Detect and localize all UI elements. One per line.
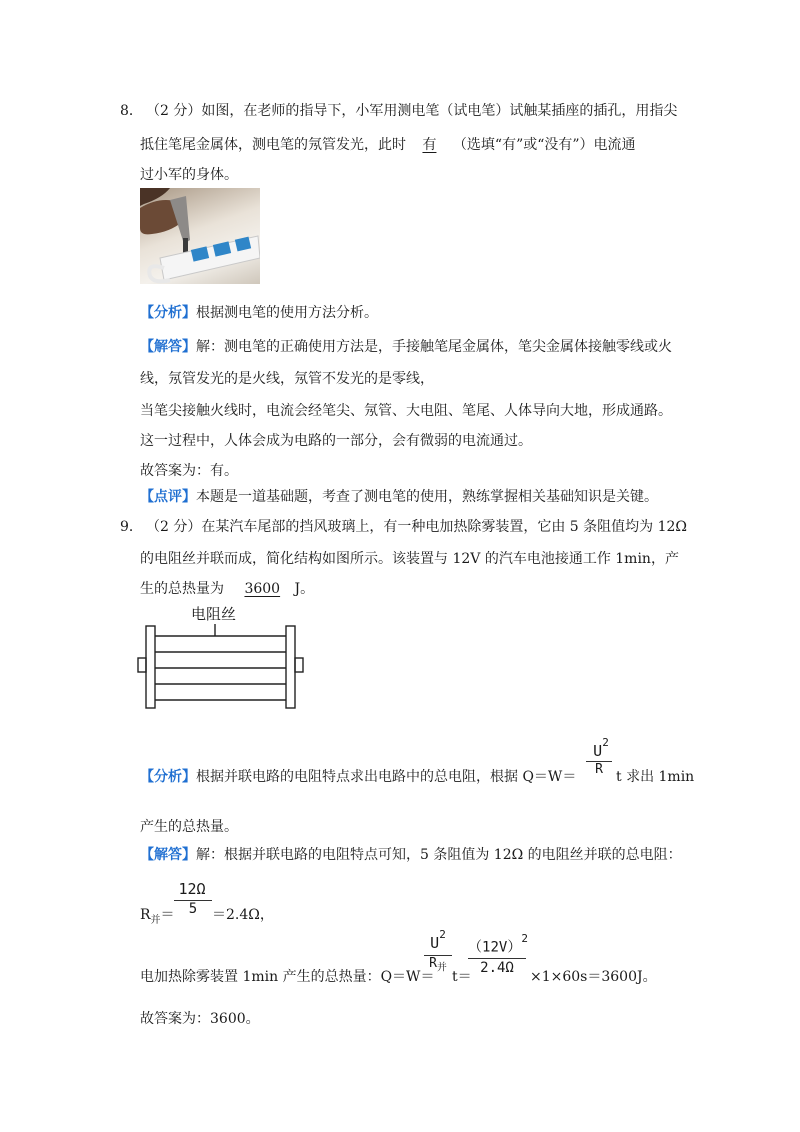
heat-12v: （12V） (468, 939, 522, 956)
analysis-fraction-denominator: R (595, 762, 603, 777)
heat-12v-power: 2 (521, 932, 528, 945)
r-subscript: 并 (150, 914, 161, 926)
heat-u: U (430, 934, 440, 952)
q9-number: 9． (120, 519, 143, 535)
q9-analysis-tag: 【分析】 (140, 769, 196, 785)
r-fraction-denominator: 5 (188, 901, 198, 917)
q9-line3 (140, 578, 314, 598)
q8-line3: 过小军的身体。 (140, 167, 238, 183)
q8-answer: 有 (422, 137, 437, 153)
heat-r-subscript: 并 (436, 962, 447, 974)
heat-u-power: 2 (439, 928, 446, 941)
heat-fraction2-numerator (468, 932, 528, 957)
q8-comment-tag: 【点评】 (140, 489, 196, 505)
heat-r: R (429, 956, 437, 971)
heat-result: ×1×60s＝3600J。 (530, 969, 657, 985)
q9-final-answer: 故答案为：3600。 (140, 1011, 260, 1027)
heater-diagram (130, 618, 310, 718)
q8-solution-tag: 【解答】 (140, 339, 196, 355)
frac-u-power: 2 (602, 736, 609, 749)
q8-analysis-text: 根据测电笔的使用方法分析。 (196, 305, 378, 321)
q9-analysis (140, 766, 576, 786)
q9-line2: 的电阻丝并联而成，简化结构如图所示。该装置与 12V 的汽车电池接通工作 1min，产 (140, 551, 679, 567)
q8-solution-line3: 当笔尖接触火线时，电流会经笔尖、氖管、大电阻、笔尾、人体导向大地，形成通路。 (140, 403, 672, 419)
r-parallel-label (140, 904, 175, 926)
q9-line3-post: J。 (294, 581, 315, 597)
q9-answer: 3600 (244, 581, 281, 597)
frac-u: U (593, 742, 603, 760)
q8-comment-text: 本题是一道基础题，考查了测电笔的使用，熟练掌握相关基础知识是关键。 (196, 489, 658, 505)
r-result: ＝2.4Ω， (212, 907, 274, 923)
q8-analysis-tag: 【分析】 (140, 305, 196, 321)
r-fraction-numerator: 12Ω (178, 880, 206, 898)
q8-solution-line4: 这一过程中，人体会成为电路的一部分，会有微弱的电流通过。 (140, 433, 532, 449)
q9-line3-pre: 生的总热量为 (140, 581, 224, 597)
q8-line1: （2 分）如图，在老师的指导下，小军用测电笔（试电笔）试触某插座的插孔，用指尖 (146, 103, 678, 119)
q8-solution-line1 (140, 336, 672, 356)
q8-solution-line5: 故答案为：有。 (140, 463, 238, 479)
q8-number: 8． (120, 103, 143, 119)
heat-fraction2-denominator: 2.4Ω (480, 960, 514, 976)
tester-photo (140, 188, 260, 284)
q9-solution-text1: 解：根据并联电路的电阻特点可知，5 条阻值为 12Ω 的电阻丝并联的总电阻： (196, 847, 682, 863)
heat-fraction2-bar (468, 958, 526, 959)
q8-analysis (140, 302, 378, 322)
q8-comment (140, 486, 658, 506)
q9-solution-line1 (140, 844, 682, 864)
q8-solution-text1: 解：测电笔的正确使用方法是，手接触笔尾金属体，笔尖金属体接触零线或火 (196, 339, 672, 355)
q8-solution-line2: 线，氖管发光的是火线，氖管不发光的是零线， (140, 371, 434, 387)
q8-line2-pre: 抵住笔尾金属体，测电笔的氖管发光，此时 (140, 137, 406, 153)
resistor-label: 电阻丝 (191, 605, 237, 623)
heat-fraction1-denominator (422, 956, 454, 974)
q9-analysis-line2: 产生的总热量。 (140, 819, 238, 835)
q8-line2 (140, 134, 636, 154)
q9-solution-tag: 【解答】 (140, 847, 196, 863)
heat-t: t＝ (452, 969, 472, 985)
q9-line1: （2 分）在某汽车尾部的挡风玻璃上，有一种电加热除雾装置，它由 5 条阻值均为 12Ω (146, 519, 688, 535)
q9-analysis-pre: 根据并联电路的电阻特点求出电路中的总电阻，根据 Q＝W＝ (196, 769, 577, 785)
r-symbol: R (140, 907, 151, 923)
q9-heat-pre: 电加热除雾装置 1min 产生的总热量：Q＝W＝ (140, 969, 435, 985)
q8-line2-post: （选填“有”或“没有”）电流通 (452, 137, 636, 153)
r-equals: ＝ (160, 907, 175, 923)
analysis-fraction-numerator (586, 736, 616, 760)
heat-fraction1-numerator (424, 928, 452, 952)
q9-analysis-post: t 求出 1min (616, 769, 695, 785)
